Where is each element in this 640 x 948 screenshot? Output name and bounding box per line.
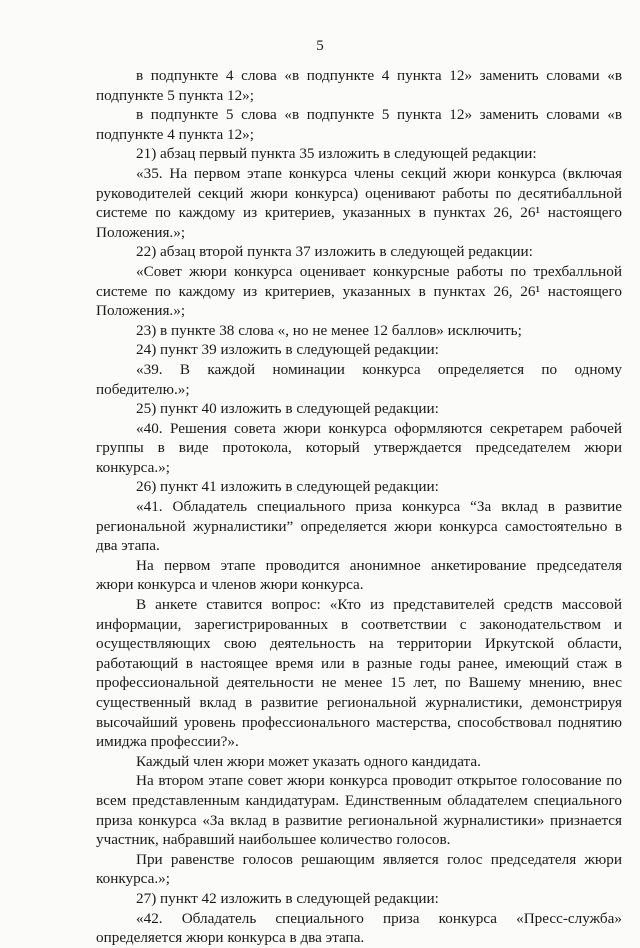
paragraph: в подпункте 5 слова «в подпункте 5 пункта 12» заменить словами «в подпункте 4 пункта 12»;	[96, 106, 622, 143]
paragraph: «41. Обладатель специального приза конкурса “За вклад в развитие региональной журналистики” определяется жюри конкурса самостоятельно в два этапа.	[96, 498, 622, 555]
document-body	[96, 66, 622, 948]
paragraph: «40. Решения совета жюри конкурса оформляются секретарем рабочей группы в виде протокола, который утверждается председателем жюри конкурса.»;	[96, 419, 622, 476]
paragraph: Каждый член жюри может указать одного кандидата.	[136, 752, 481, 770]
page-number: 5	[316, 38, 324, 54]
paragraph: «Совет жюри конкурса оценивает конкурсные работы по трехбалльной системе по каждому из критериев, указанных в пунктах 26, 26¹ настоящего Положения.»;	[96, 262, 622, 320]
paragraph: 23) в пункте 38 слова «, но не менее 12 баллов» исключить;	[136, 321, 522, 339]
paragraph: «35. На первом этапе конкурса члены секций жюри конкурса (включая руководителей секций жюри конкурса) оценивают работы по десятибалльной системе по каждому из критериев, указанных в пунктах 26, 26¹ настоящего Положения.»;	[96, 164, 622, 241]
paragraph: 27) пункт 42 изложить в следующей редакции:	[136, 889, 439, 907]
paragraph: «42. Обладатель специального приза конкурса «Пресс-служба» определяется жюри конкурса в два этапа.	[96, 909, 622, 947]
paragraph: На втором этапе совет жюри конкурса проводит открытое голосование по всем представленным кандидатурам. Единственным обладателем специального приза конкурса «За вклад в развитие региональной журналистики» признается участник, набравший наибольшее количество голосов.	[96, 772, 622, 849]
paragraph: 26) пункт 41 изложить в следующей редакции:	[136, 478, 439, 496]
paragraph: в подпункте 4 слова «в подпункте 4 пункта 12» заменить словами «в подпункте 5 пункта 12»;	[96, 67, 622, 104]
paragraph: На первом этапе проводится анонимное анкетирование председателя жюри конкурса и членов жюри конкурса.	[96, 556, 622, 594]
paragraph: «39. В каждой номинации конкурса определяется по одному победителю.»;	[96, 360, 622, 398]
paragraph: В анкете ставится вопрос: «Кто из представителей средств массовой информации, зарегистрированных в соответствии с законодательством и осуществляющих свою деятельность на территории Иркутской области, работающий в настоящее время или в разные годы ранее, имеющий стаж в профессиональной деятельности не менее 15 лет, по Вашему мнению, внес существенный вклад в развитие региональной журналистики, демонстрируя высочайший уровень профессионального мастерства, способствовал поднятию имиджа профессии?».	[96, 596, 622, 751]
paragraph: 24) пункт 39 изложить в следующей редакции:	[136, 341, 439, 359]
paragraph: 25) пункт 40 изложить в следующей редакции:	[136, 400, 439, 418]
paragraph: 22) абзац второй пункта 37 изложить в следующей редакции:	[136, 243, 533, 261]
paragraph: При равенстве голосов решающим является голос председателя жюри конкурса.»;	[96, 850, 622, 888]
paragraph: 21) абзац первый пункта 35 изложить в следующей редакции:	[136, 145, 537, 163]
